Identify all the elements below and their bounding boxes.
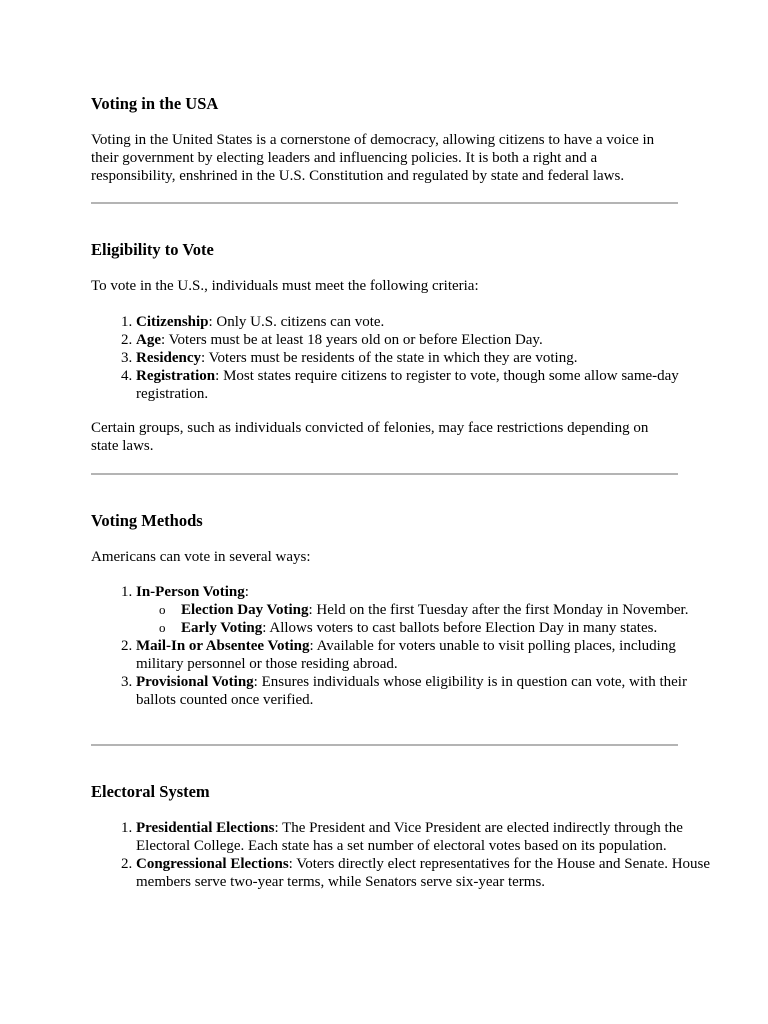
list-item-term: Residency <box>136 350 201 366</box>
sublist-item-text: : Held on the first Tuesday after the first Monday in November. <box>308 602 689 618</box>
list-item <box>136 583 723 637</box>
list-item <box>136 367 723 403</box>
in-person-sublist <box>136 601 723 637</box>
section-divider <box>91 744 678 746</box>
list-item-text: : Only U.S. citizens can vote. <box>208 314 385 330</box>
sublist-item-term: Early Voting <box>181 620 263 636</box>
section-divider <box>91 202 678 204</box>
list-item-term: Provisional Voting <box>136 674 254 690</box>
list-item <box>136 819 723 855</box>
list-item-text: : <box>244 584 249 600</box>
eligibility-criteria-list <box>91 313 723 403</box>
list-item <box>136 349 723 367</box>
list-item-text: : Voters must be at least 18 years old on or before Election Day. <box>161 332 543 348</box>
list-item-text: : Voters must be residents of the state in which they are voting. <box>201 350 578 366</box>
list-item <box>136 313 723 331</box>
section-heading-voting-in-the-usa: Voting in the USA <box>91 94 219 113</box>
sublist-item-term: Election Day Voting <box>181 602 309 618</box>
eligibility-intro: To vote in the U.S., individuals must meet the following criteria: <box>91 278 479 294</box>
sublist-item-text: : Allows voters to cast ballots before Election Day in many states. <box>262 620 658 636</box>
list-item-term: Congressional Elections <box>136 856 289 872</box>
section-heading-electoral-system: Electoral System <box>91 782 210 801</box>
list-item-term: Presidential Elections <box>136 820 275 836</box>
list-item-text: : Voters directly elect representatives for the House and Senate. House members serve two-year terms, while Senators serve six-year terms. <box>136 856 711 890</box>
list-item-text: : Ensures individuals whose eligibility is in question can vote, with their ballots counted once verified. <box>136 674 687 708</box>
sublist-item <box>181 619 723 637</box>
intro-paragraph: Voting in the United States is a cornerstone of democracy, allowing citizens to have a voice in their government by electing leaders and influencing policies. It is both a right and a responsibility, enshrined in the U.S. Constitution and regulated by state and federal laws. <box>91 132 655 184</box>
list-item <box>136 637 723 673</box>
list-item <box>136 673 723 709</box>
list-item-text: : Most states require citizens to register to vote, though some allow same-day registration. <box>136 368 679 402</box>
list-item-term: Age <box>136 332 161 348</box>
section-heading-eligibility: Eligibility to Vote <box>91 240 214 259</box>
list-item <box>136 331 723 349</box>
list-item-term: In-Person Voting <box>136 584 245 600</box>
list-item <box>136 855 723 891</box>
list-item-text: : The President and Vice President are elected indirectly through the Electoral College. Each state has a set number of electoral votes based on its population. <box>136 820 683 854</box>
list-item-term: Mail-In or Absentee Voting <box>136 638 310 654</box>
voting-methods-list <box>91 583 723 709</box>
voting-methods-intro: Americans can vote in several ways: <box>91 549 311 565</box>
electoral-system-list <box>91 819 723 891</box>
list-item-term: Registration <box>136 368 216 384</box>
sublist-item <box>181 601 723 619</box>
list-item-term: Citizenship <box>136 314 209 330</box>
section-divider <box>91 473 678 475</box>
list-item-text: : Available for voters unable to visit polling places, including military personnel or those residing abroad. <box>136 638 676 672</box>
eligibility-note: Certain groups, such as individuals convicted of felonies, may face restrictions depending on state laws. <box>91 420 649 454</box>
section-heading-voting-methods: Voting Methods <box>91 511 203 530</box>
